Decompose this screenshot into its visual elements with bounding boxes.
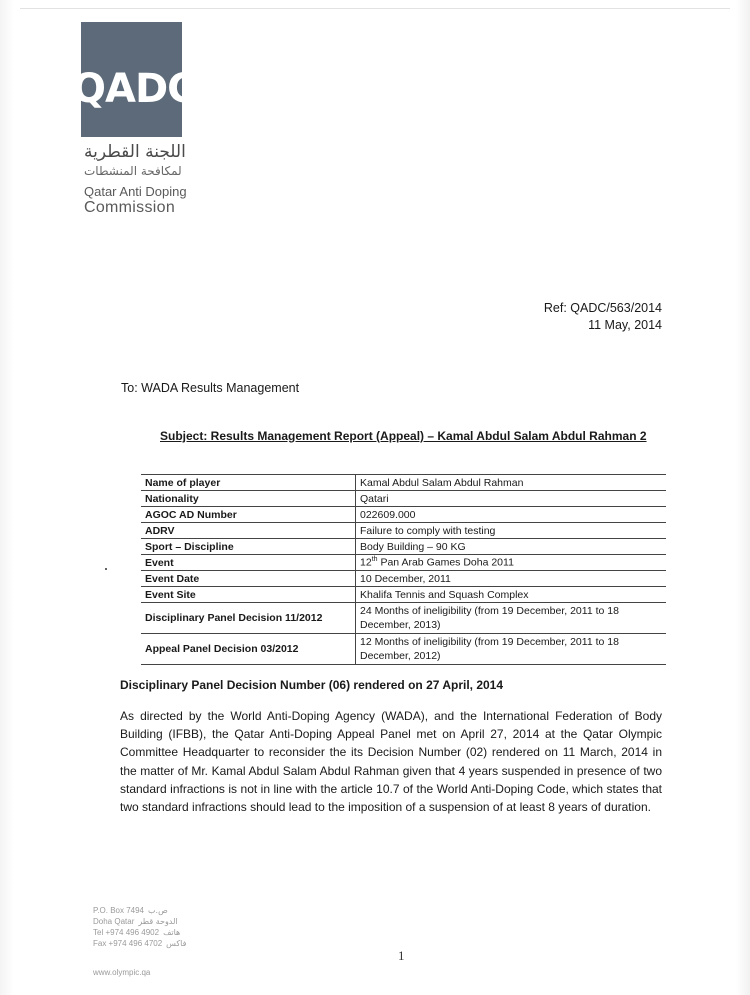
table-row xyxy=(141,634,666,665)
row-value: 10 December, 2011 xyxy=(356,571,667,587)
row-label: Event Site xyxy=(141,587,356,603)
row-value: 022609.000 xyxy=(356,507,667,523)
fax-arabic: فاكس xyxy=(166,939,187,948)
row-label: AGOC AD Number xyxy=(141,507,356,523)
row-value: Body Building – 90 KG xyxy=(356,539,667,555)
table-row xyxy=(141,603,666,634)
row-value: Failure to comply with testing xyxy=(356,523,667,539)
pobox-text: P.O. Box 7494 xyxy=(93,906,144,915)
row-label: Sport – Discipline xyxy=(141,539,356,555)
letter-date: 11 May, 2014 xyxy=(588,318,662,332)
logo-arabic-line2: لمكافحة المنشطات xyxy=(84,164,182,178)
row-label: Disciplinary Panel Decision 11/2012 xyxy=(141,603,356,634)
org-name-line2: Commission xyxy=(84,199,176,216)
event-ordinal-suffix: th xyxy=(371,556,378,564)
event-name: Pan Arab Games Doha 2011 xyxy=(377,556,514,569)
reference-block xyxy=(544,300,662,334)
decision-heading: Disciplinary Panel Decision Number (06) rendered on 27 April, 2014 xyxy=(120,678,504,692)
case-details-table xyxy=(141,474,666,665)
footer-fax xyxy=(93,938,186,949)
recipient-line: To: WADA Results Management xyxy=(121,381,300,395)
row-value: 12 Months of ineligibility (from 19 December, 2011 to 18 December, 2012) xyxy=(356,634,667,665)
footer-city xyxy=(93,916,186,927)
org-name-line1: Qatar Anti Doping xyxy=(84,184,187,199)
row-label: Event Date xyxy=(141,571,356,587)
row-label: Event xyxy=(141,555,356,571)
city-arabic: الدوحة قطر xyxy=(138,917,178,926)
table-row xyxy=(141,491,666,507)
table-row xyxy=(141,507,666,523)
row-value: 24 Months of ineligibility (from 19 December, 2011 to 18 December, 2013) xyxy=(356,603,667,634)
footer-pobox xyxy=(93,905,186,916)
footer-website[interactable]: www.olympic.qa xyxy=(93,968,151,977)
table-row xyxy=(141,571,666,587)
footer-address xyxy=(93,905,186,949)
body-paragraph: As directed by the World Anti-Doping Agency (WADA), and the International Federation of Body Building (IFBB), the Qatar Anti-Doping Appeal Panel met on April 27, 2014 at the Qatar Olympic Committee Headquarter to reconsider the its Decision Number (02) rendered on 11 March, 2014 in the matter of Mr. Kamal Abdul Salam Abdul Rahman given that 4 years suspended in presence of two standard infractions is not in line with the article 10.7 of the World Anti-Doping Code, which states that two standard infractions should lead to the imposition of a suspension of at least 8 years of duration. xyxy=(120,709,662,815)
logo-wordmark: QADC xyxy=(72,66,196,112)
row-value xyxy=(356,555,667,571)
table-row xyxy=(141,523,666,539)
row-value: Qatari xyxy=(356,491,667,507)
tel-arabic: هاتف xyxy=(163,928,181,937)
row-label: ADRV xyxy=(141,523,356,539)
row-label: Appeal Panel Decision 03/2012 xyxy=(141,634,356,665)
footer-tel xyxy=(93,927,186,938)
row-value: Kamal Abdul Salam Abdul Rahman xyxy=(356,475,667,491)
row-value: Khalifa Tennis and Squash Complex xyxy=(356,587,667,603)
reference-number: Ref: QADC/563/2014 xyxy=(543,301,662,315)
event-ordinal: 12 xyxy=(360,556,372,569)
page-number: 1 xyxy=(398,948,405,963)
tel-text: Tel +974 496 4902 xyxy=(93,928,160,937)
qadc-logo xyxy=(72,22,196,137)
subject-line: Subject: Results Management Report (Appeal) – Kamal Abdul Salam Abdul Rahman 2 xyxy=(160,429,647,443)
row-label: Nationality xyxy=(141,491,356,507)
stray-mark xyxy=(105,568,107,570)
table-row xyxy=(141,555,666,571)
page-top-edge xyxy=(20,8,730,9)
table-row xyxy=(141,539,666,555)
row-label: Name of player xyxy=(141,475,356,491)
table-row xyxy=(141,475,666,491)
pobox-arabic: ص.ب xyxy=(148,906,168,915)
city-text: Doha Qatar xyxy=(93,917,135,926)
fax-text: Fax +974 496 4702 xyxy=(93,939,163,948)
table-row xyxy=(141,587,666,603)
logo-arabic-line1: اللجنة القطرية xyxy=(84,142,186,162)
